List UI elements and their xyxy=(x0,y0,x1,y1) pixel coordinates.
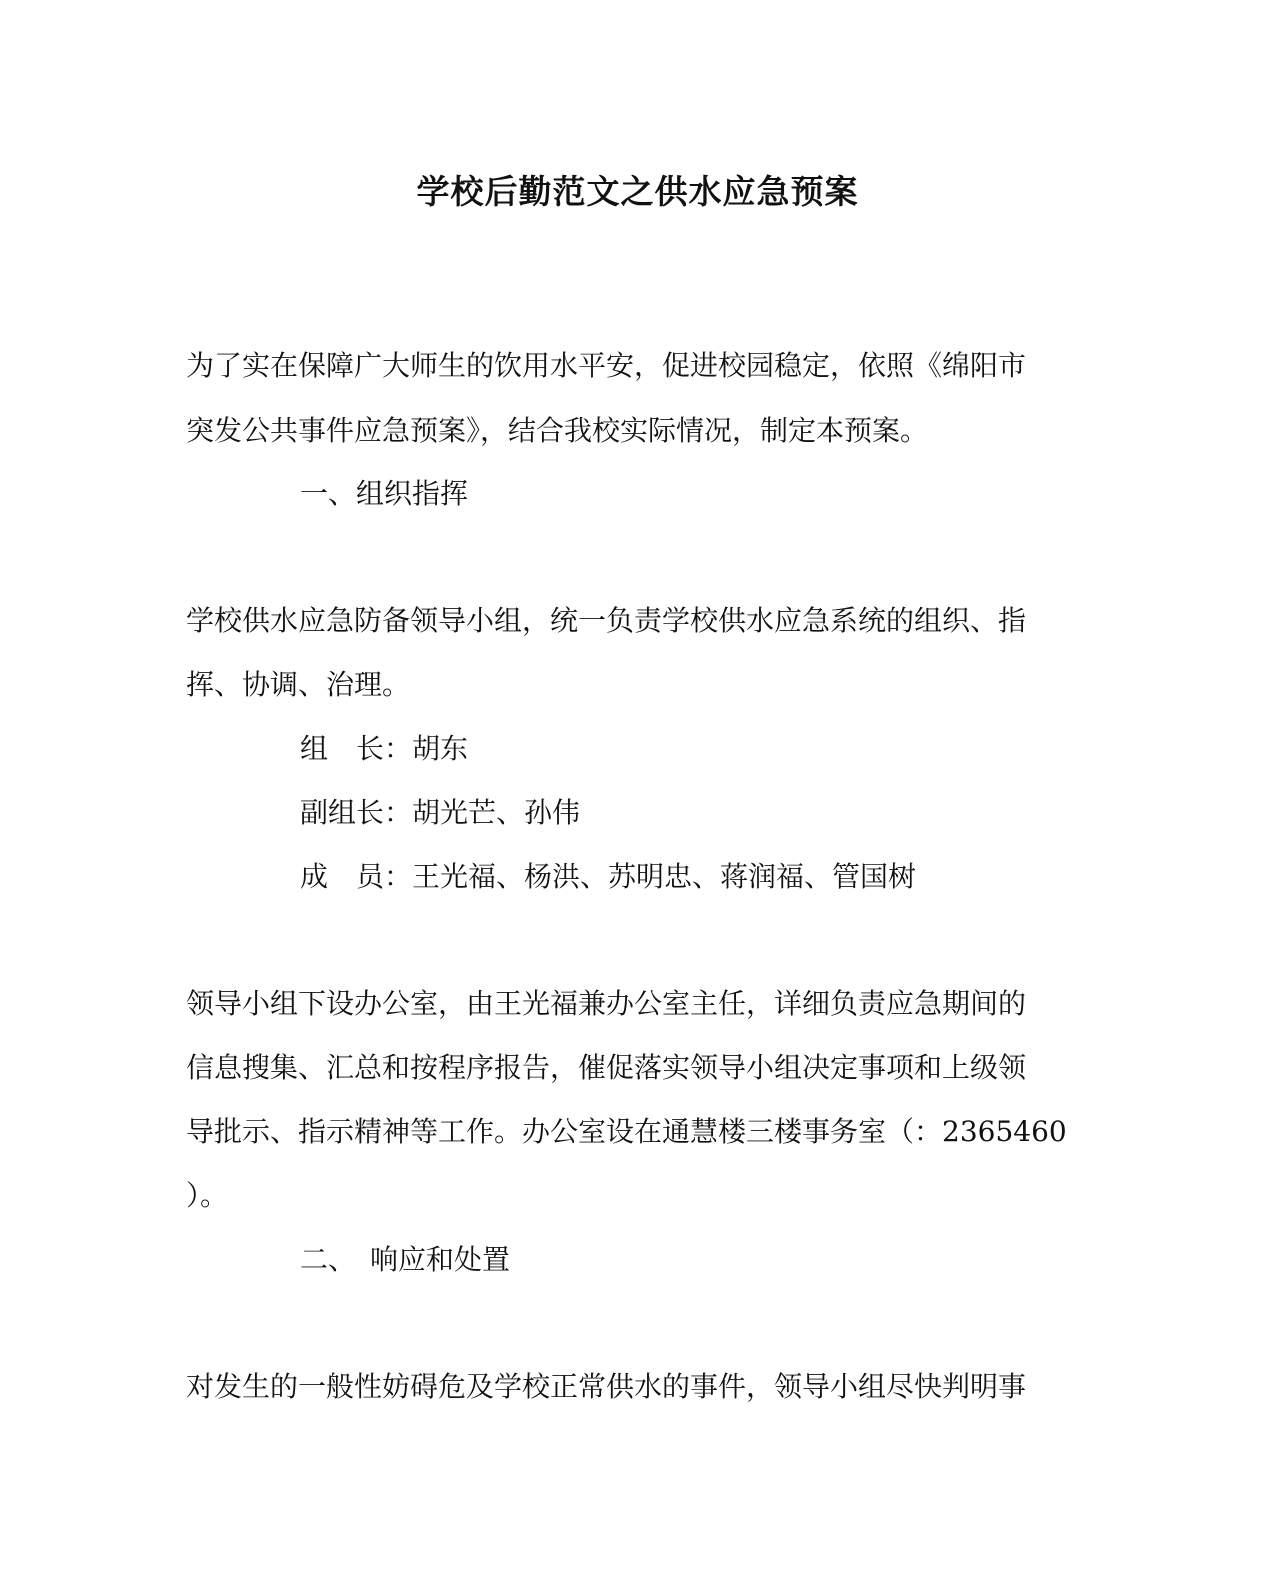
section1-para-line-1: 学校供水应急防备领导小组，统一负责学校供水应急系统的组织、指 xyxy=(186,604,1027,637)
section2-para-line-1: 对发生的一般性妨碍危及学校正常供水的事件，领导小组尽快判明事 xyxy=(186,1370,1027,1403)
section1-para-line-2: 挥、协调、治理。 xyxy=(186,668,411,701)
office-para-line-1: 领导小组下设办公室，由王光福兼办公室主任，详细负责应急期间的 xyxy=(186,987,1027,1020)
deputy-leaders-line: 副组长：胡光芒、孙伟 xyxy=(300,796,581,829)
section2-heading: 二、 响应和处置 xyxy=(300,1243,511,1276)
office-para-line-2: 信息搜集、汇总和按程序报告，催促落实领导小组决定事项和上级领 xyxy=(186,1051,1027,1084)
leader-line: 组 长：胡东 xyxy=(300,732,469,765)
section1-heading: 一、组织指挥 xyxy=(300,477,469,510)
members-line: 成 员：王光福、杨洪、苏明忠、蒋润福、管国树 xyxy=(300,860,917,893)
intro-line-1: 为了实在保障广大师生的饮用水平安，促进校园稳定，依照《绵阳市 xyxy=(186,349,1027,382)
office-para-line-4: ）。 xyxy=(186,1179,229,1212)
intro-line-2: 突发公共事件应急预案》，结合我校实际情况，制定本预案。 xyxy=(186,414,929,447)
document-title: 学校后勤范文之供水应急预案 xyxy=(416,172,859,211)
office-para-line-3: 导批示、指示精神等工作。办公室设在通慧楼三楼事务室（：2365460 xyxy=(186,1115,1067,1148)
